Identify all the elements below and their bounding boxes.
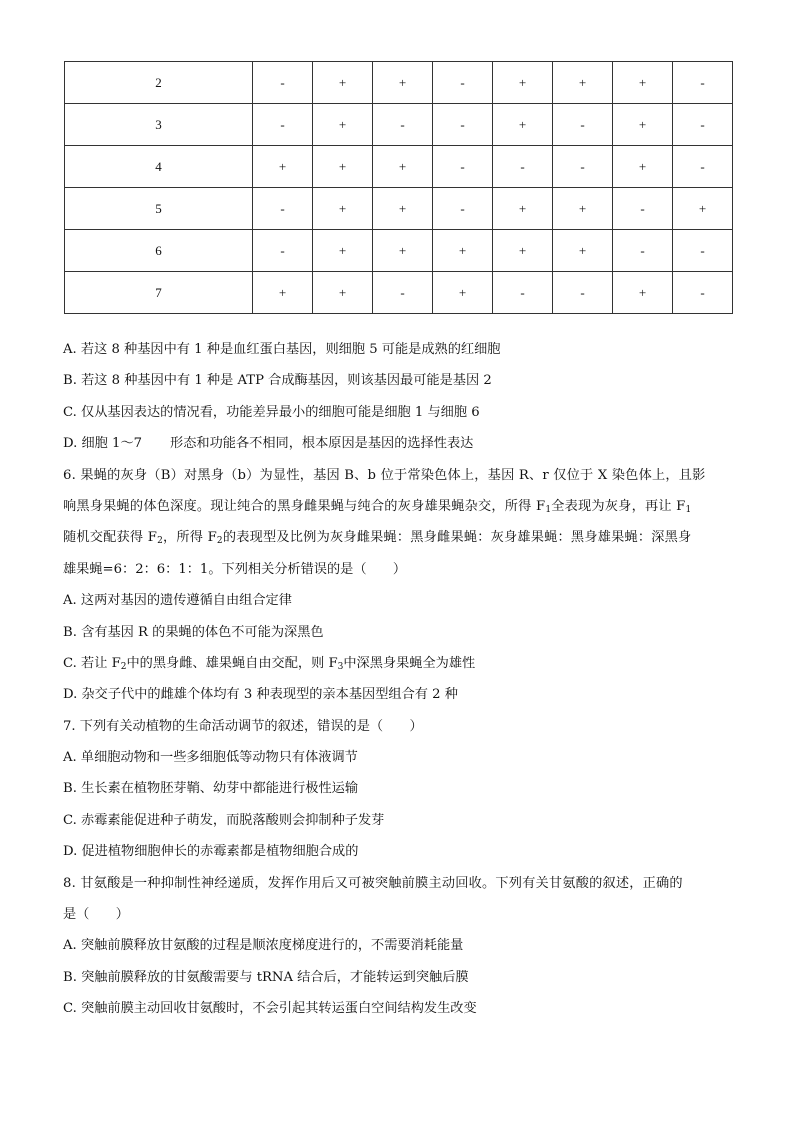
- expression-value: -: [673, 104, 733, 146]
- q6-option-a: A. 这两对基因的遗传遵循自由组合定律: [63, 593, 292, 609]
- q7-option-d: D. 促进植物细胞伸长的赤霉素都是植物细胞合成的: [63, 844, 359, 860]
- expression-value: +: [673, 188, 733, 230]
- expression-value: +: [313, 230, 373, 272]
- cell-number: 3: [65, 104, 253, 146]
- table-row: [65, 146, 733, 188]
- expression-value: -: [493, 146, 553, 188]
- q7-stem: 7. 下列有关动植物的生命活动调节的叙述，错误的是（ ）: [63, 718, 423, 734]
- expression-value: +: [553, 62, 613, 104]
- expression-value: +: [613, 104, 673, 146]
- q5-option-a: A. 若这 8 种基因中有 1 种是血红蛋白基因，则细胞 5 可能是成熟的红细胞: [63, 342, 501, 357]
- expression-value: +: [373, 230, 433, 272]
- q6-option-b: B. 含有基因 R 的果蝇的体色不可能为深黑色: [63, 624, 324, 640]
- expression-value: +: [313, 272, 373, 314]
- expression-value: +: [493, 230, 553, 272]
- table-row: [65, 230, 733, 272]
- expression-value: +: [313, 104, 373, 146]
- q6-stem-line4: 雄果蝇=6：2：6：1：1。下列相关分析错误的是（ ）: [63, 561, 407, 577]
- table-row: [65, 188, 733, 230]
- expression-value: -: [673, 62, 733, 104]
- expression-value: +: [373, 146, 433, 188]
- expression-value: +: [373, 62, 433, 104]
- q6-stem-line3: 随机交配获得 $F_2$，所得 $F_2$的表现型及比例为灰身雌果蝇：黑身雌果蝇：灰身雄果蝇：黑身雄果蝇：深黑身: [63, 530, 692, 547]
- q8-option-b: B. 突触前膜释放的甘氨酸需要与 tRNA 结合后，才能转运到突触后膜: [63, 969, 469, 985]
- q5-option-b: B. 若这 8 种基因中有 1 种是 ATP 合成酶基因，则该基因最可能是基因 2: [63, 373, 492, 389]
- expression-value: -: [553, 104, 613, 146]
- expression-value: -: [613, 230, 673, 272]
- expression-value: +: [373, 188, 433, 230]
- expression-value: +: [253, 146, 313, 188]
- table-row: [65, 272, 733, 314]
- q7-option-b: B. 生长素在植物胚芽鞘、幼芽中都能进行极性运输: [63, 781, 359, 797]
- expression-value: +: [553, 188, 613, 230]
- expression-value: +: [613, 146, 673, 188]
- expression-value: -: [673, 146, 733, 188]
- expression-value: -: [553, 146, 613, 188]
- expression-value: -: [433, 188, 493, 230]
- expression-value: -: [373, 272, 433, 314]
- expression-value: -: [433, 104, 493, 146]
- q6-stem-line2: 响黑身果蝇的体色深度。现让纯合的黑身雌果蝇与纯合的灰身雄果蝇杂交，所得 $F_1$全表现为灰身，再让 $F_1$: [63, 498, 692, 515]
- q8-stem-line1: 8. 甘氨酸是一种抑制性神经递质，发挥作用后又可被突触前膜主动回收。下列有关甘氨酸的叙述，正确的: [63, 875, 683, 891]
- cell-number: 7: [65, 272, 253, 314]
- table-row: [65, 104, 733, 146]
- expression-value: -: [373, 104, 433, 146]
- q5-option-c: C. 仅从基因表达的情况看，功能差异最小的细胞可能是细胞 1 与细胞 6: [63, 404, 480, 420]
- q8-stem-line2: 是（ ）: [63, 907, 129, 923]
- expression-value: +: [493, 62, 553, 104]
- cell-number: 5: [65, 188, 253, 230]
- q6-stem-line1: 6. 果蝇的灰身（B）对黑身（b）为显性，基因 B、b 位于常染色体上，基因 R、r 仅位于 X 染色体上，且影: [63, 467, 706, 483]
- expression-value: -: [253, 104, 313, 146]
- q8-option-c: C. 突触前膜主动回收甘氨酸时，不会引起其转运蛋白空间结构发生改变: [63, 1001, 477, 1017]
- expression-value: -: [493, 272, 553, 314]
- expression-value: +: [433, 230, 493, 272]
- expression-value: +: [433, 272, 493, 314]
- expression-value: +: [493, 104, 553, 146]
- expression-value: -: [553, 272, 613, 314]
- expression-value: +: [493, 188, 553, 230]
- q6-option-c: C. 若让 $F_2$中的黑身雌、雄果蝇自由交配，则 $F_3$中深黑身果蝇全为雄性: [63, 655, 476, 672]
- expression-value: -: [433, 62, 493, 104]
- question-text: [63, 334, 733, 1025]
- expression-value: -: [433, 146, 493, 188]
- expression-value: +: [313, 188, 373, 230]
- table-row: [65, 62, 733, 104]
- expression-value: +: [553, 230, 613, 272]
- q7-option-c: C. 赤霉素能促进种子萌发，而脱落酸则会抑制种子发芽: [63, 812, 385, 828]
- cell-number: 6: [65, 230, 253, 272]
- cell-number: 2: [65, 62, 253, 104]
- expression-value: -: [673, 272, 733, 314]
- expression-value: -: [673, 230, 733, 272]
- expression-value: +: [613, 272, 673, 314]
- expression-value: +: [313, 62, 373, 104]
- expression-value: +: [253, 272, 313, 314]
- expression-value: -: [253, 62, 313, 104]
- expression-value: +: [313, 146, 373, 188]
- q7-option-a: A. 单细胞动物和一些多细胞低等动物只有体液调节: [63, 750, 358, 766]
- expression-value: -: [613, 188, 673, 230]
- expression-value: -: [253, 230, 313, 272]
- q8-option-a: A. 突触前膜释放甘氨酸的过程是顺浓度梯度进行的，不需要消耗能量: [63, 938, 464, 954]
- q5-option-d: D. 细胞 1～7 形态和功能各不相同，根本原因是基因的选择性表达: [63, 436, 474, 452]
- expression-value: -: [253, 188, 313, 230]
- q6-option-d: D. 杂交子代中的雌雄个体均有 3 种表现型的亲本基因型组合有 2 种: [63, 687, 458, 703]
- expression-value: +: [613, 62, 673, 104]
- gene-expression-table: [64, 61, 733, 314]
- cell-number: 4: [65, 146, 253, 188]
